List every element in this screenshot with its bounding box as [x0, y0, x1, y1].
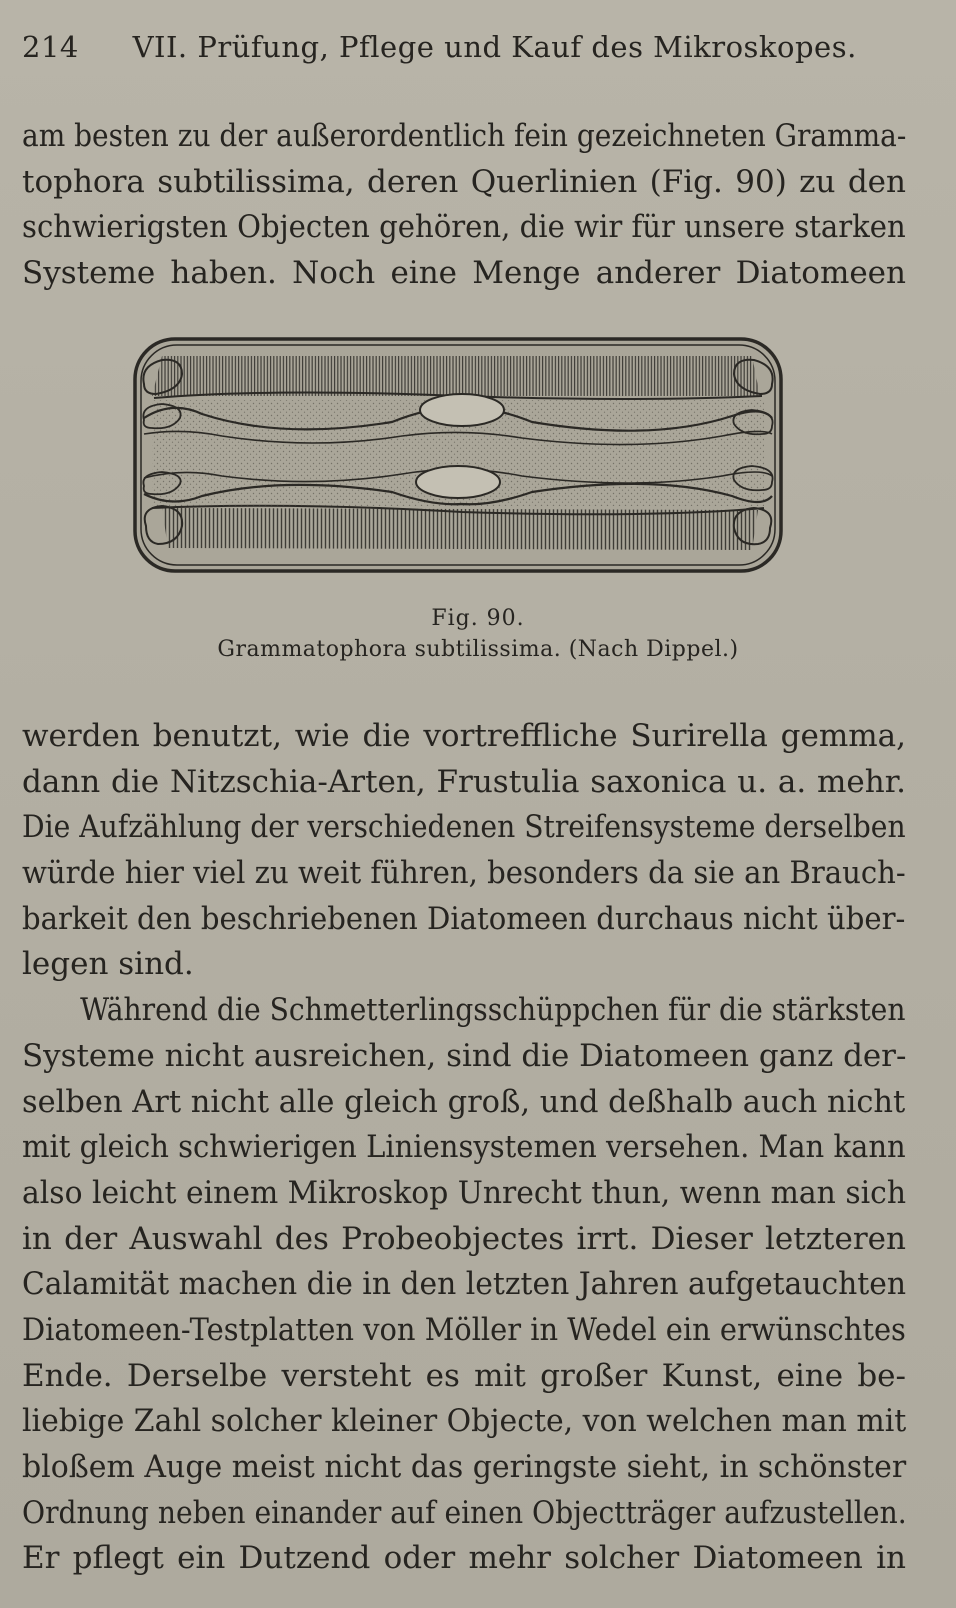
- text-line: würde hier viel zu weit führen, besonders da sie an Brauch-: [22, 855, 906, 892]
- paragraph-1: [22, 114, 906, 297]
- figure-label: Fig. 90.: [431, 606, 525, 631]
- diatom-engraving: [132, 336, 784, 574]
- text-line: mit gleich schwierigen Liniensystemen versehen. Man kann: [22, 1129, 906, 1166]
- text-line: Systeme nicht ausreichen, sind die Diatomeen ganz der-: [22, 1037, 907, 1074]
- text-line: Calamität machen die in den letzten Jahren aufgetauchten: [22, 1266, 907, 1303]
- text-line: dann die Nitzschia-Arten, Frustulia saxonica u. a. mehr.: [22, 763, 906, 800]
- text-line: liebige Zahl solcher kleiner Objecte, von welchen man mit: [22, 1403, 907, 1440]
- text-line: in der Auswahl des Probeobjectes irrt. Dieser letzteren: [22, 1220, 906, 1257]
- text-line: also leicht einem Mikroskop Unrecht thun, wenn man sich: [22, 1174, 907, 1211]
- text-line: schwierigsten Objecten gehören, die wir für unsere starken: [22, 209, 906, 246]
- running-head: [22, 30, 902, 76]
- chapter-title: VII. Prüfung, Pflege und Kauf des Mikroskopes.: [132, 30, 857, 64]
- body-text: [22, 714, 906, 1582]
- text-line: tophora subtilissima, deren Querlinien (Fig. 90) zu den: [22, 163, 906, 200]
- text-line: werden benutzt, wie die vortreffliche Surirella gemma,: [22, 718, 906, 754]
- text-line: Während die Schmetterlingsschüppchen für die stärksten: [80, 992, 906, 1029]
- text-line: legen sind.: [22, 946, 194, 983]
- text-line: Er pflegt ein Dutzend oder mehr solcher Diatomeen in: [22, 1540, 906, 1577]
- text-line: selben Art nicht alle gleich groß, und deßhalb auch nicht: [22, 1083, 906, 1120]
- text-line: barkeit den beschriebenen Diatomeen durchaus nicht über-: [22, 900, 906, 937]
- text-line: bloßem Auge meist nicht das geringste sieht, in schönster: [22, 1449, 907, 1485]
- text-line: am besten zu der außerordentlich fein gezeichneten Gramma-: [22, 118, 907, 154]
- text-line: Systeme haben. Noch eine Menge anderer Diatomeen: [22, 255, 906, 292]
- figure-grammatophora-illustration: [132, 336, 784, 574]
- text-line: Die Aufzählung der verschiedenen Streifensysteme derselben: [22, 809, 906, 846]
- text-line: Diatomeen-Testplatten von Möller in Wedel ein erwünschtes: [22, 1311, 906, 1348]
- text-line: Ordnung neben einander auf einen Objectträger aufzustellen.: [22, 1494, 907, 1531]
- text-line: Ende. Derselbe versteht es mit großer Kunst, eine be-: [22, 1357, 906, 1394]
- figure-caption: Grammatophora subtilissima. (Nach Dippel.): [217, 637, 739, 662]
- page-number: 214: [22, 30, 79, 64]
